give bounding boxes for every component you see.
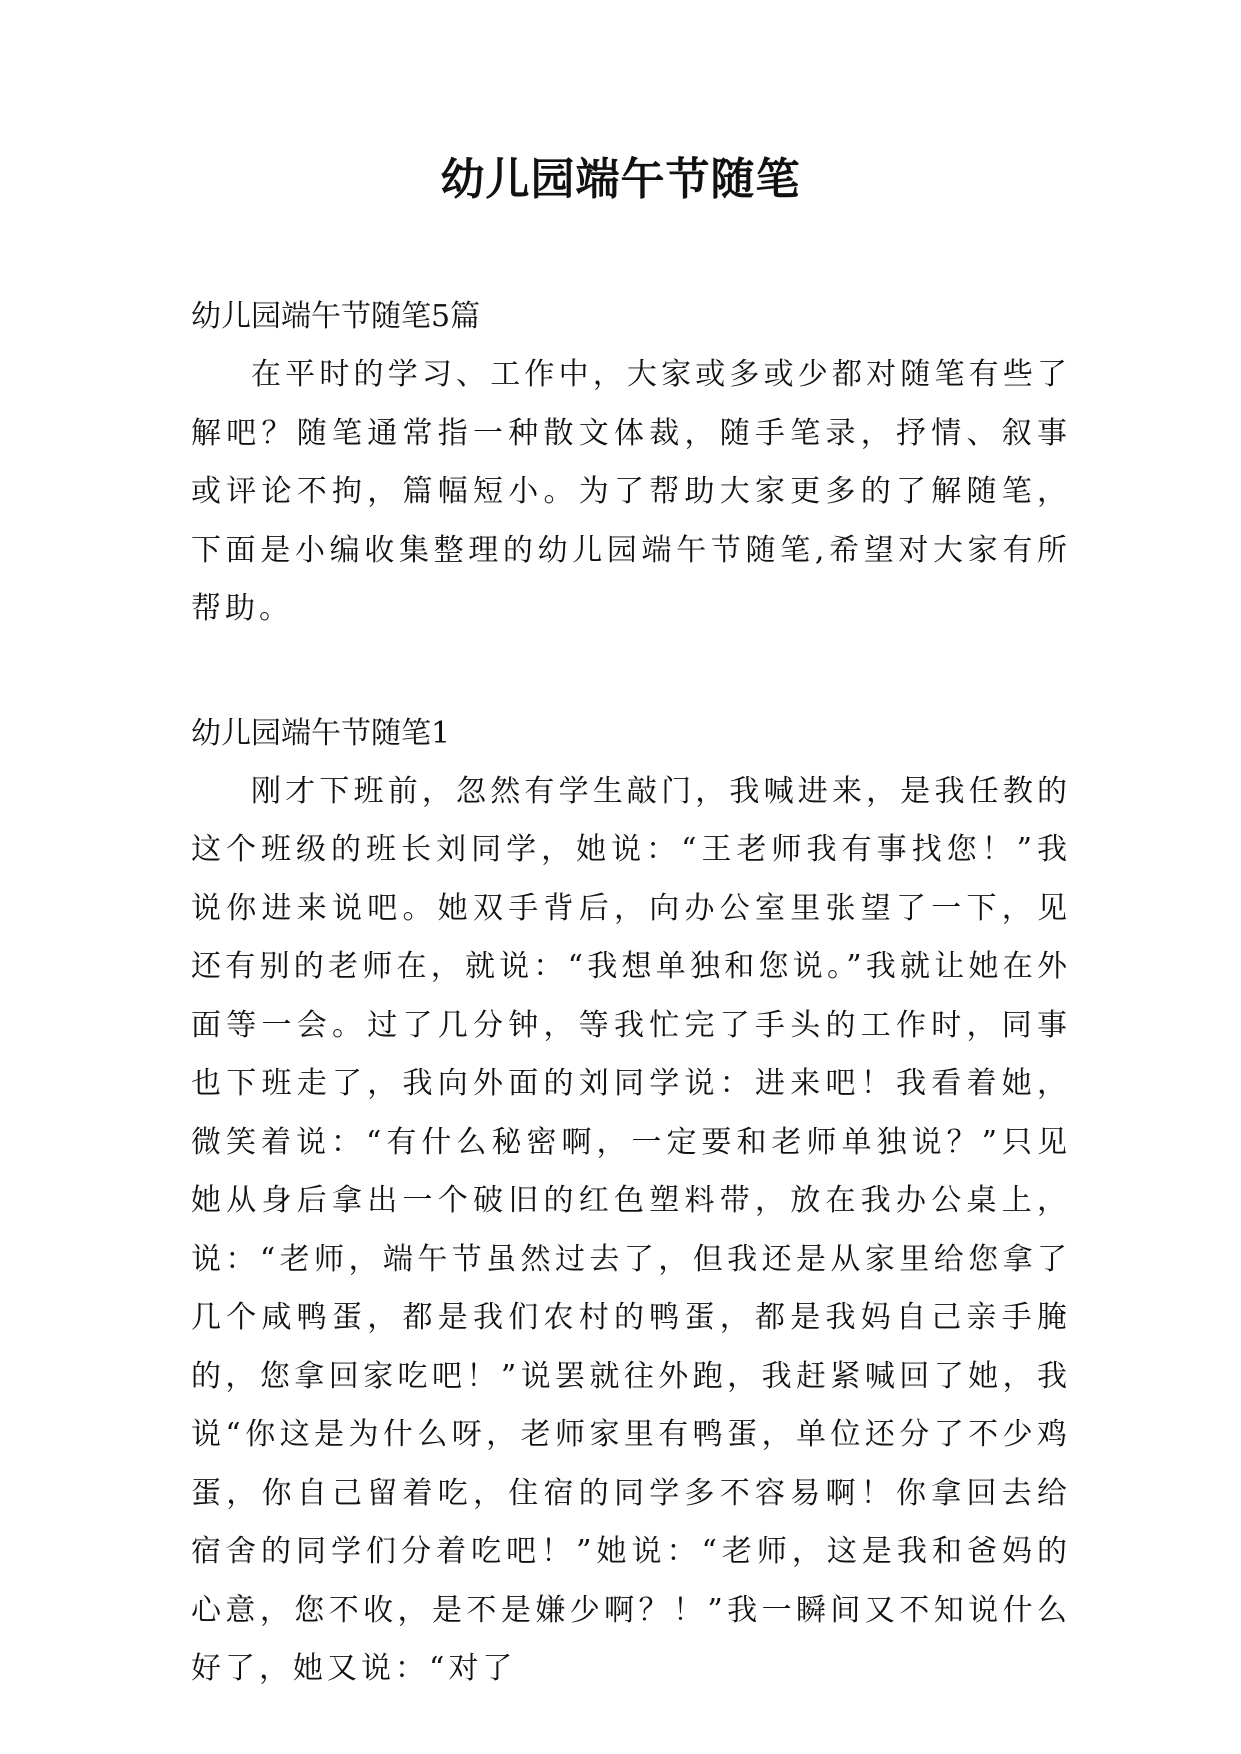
section-spacer — [191, 639, 1071, 705]
document-title: 幼儿园端午节随笔 — [440, 154, 801, 205]
document-body — [191, 288, 1071, 1699]
collection-heading: 幼儿园端午节随笔5篇 — [191, 299, 481, 334]
essay-1-heading: 幼儿园端午节随笔1 — [191, 715, 451, 751]
essay-1-body: 刚才下班前，忽然有学生敲门，我喊进来，是我任教的这个班级的班长刘同学，她说：“王老师我有事找您！”我说你进来说吧。她双手背后，向办公室里张望了一下，见还有别的老师在，就说：“我想单独和您说。”我就让她在外面等一会。过了几分钟，等我忙完了手头的工作时，同事也下班走了，我向外面的刘同学说：进来吧！我看着她，微笑着说：“有什么秘密啊，一定要和老师单独说？”只见她从身后拿出一个破旧的红色塑料带，放在我办公桌上，说：“老师，端午节虽然过去了，但我还是从家里给您拿了几个咸鸭蛋，都是我们农村的鸭蛋，都是我妈自己亲手腌的，您拿回家吃吧！”说罢就往外跑，我赶紧喊回了她，我说“你这是为什么呀，老师家里有鸭蛋，单位还分了不少鸡蛋，你自己留着吃，住宿的同学多不容易啊！你拿回去给宿舍的同学们分着吃吧！”她说：“老师，这是我和爸妈的心意，您不收，是不是嫌少啊？！”我一瞬间又不知说什么好了，她又说：“对了 — [191, 773, 1071, 1686]
intro-paragraph: 在平时的学习、工作中，大家或多或少都对随笔有些了解吧？随笔通常指一种散文体裁，随手笔录，抒情、叙事或评论不拘，篇幅短小。为了帮助大家更多的了解随笔，下面是小编收集整理的幼儿园端午节随笔,希望对大家有所帮助。 — [191, 357, 1071, 626]
